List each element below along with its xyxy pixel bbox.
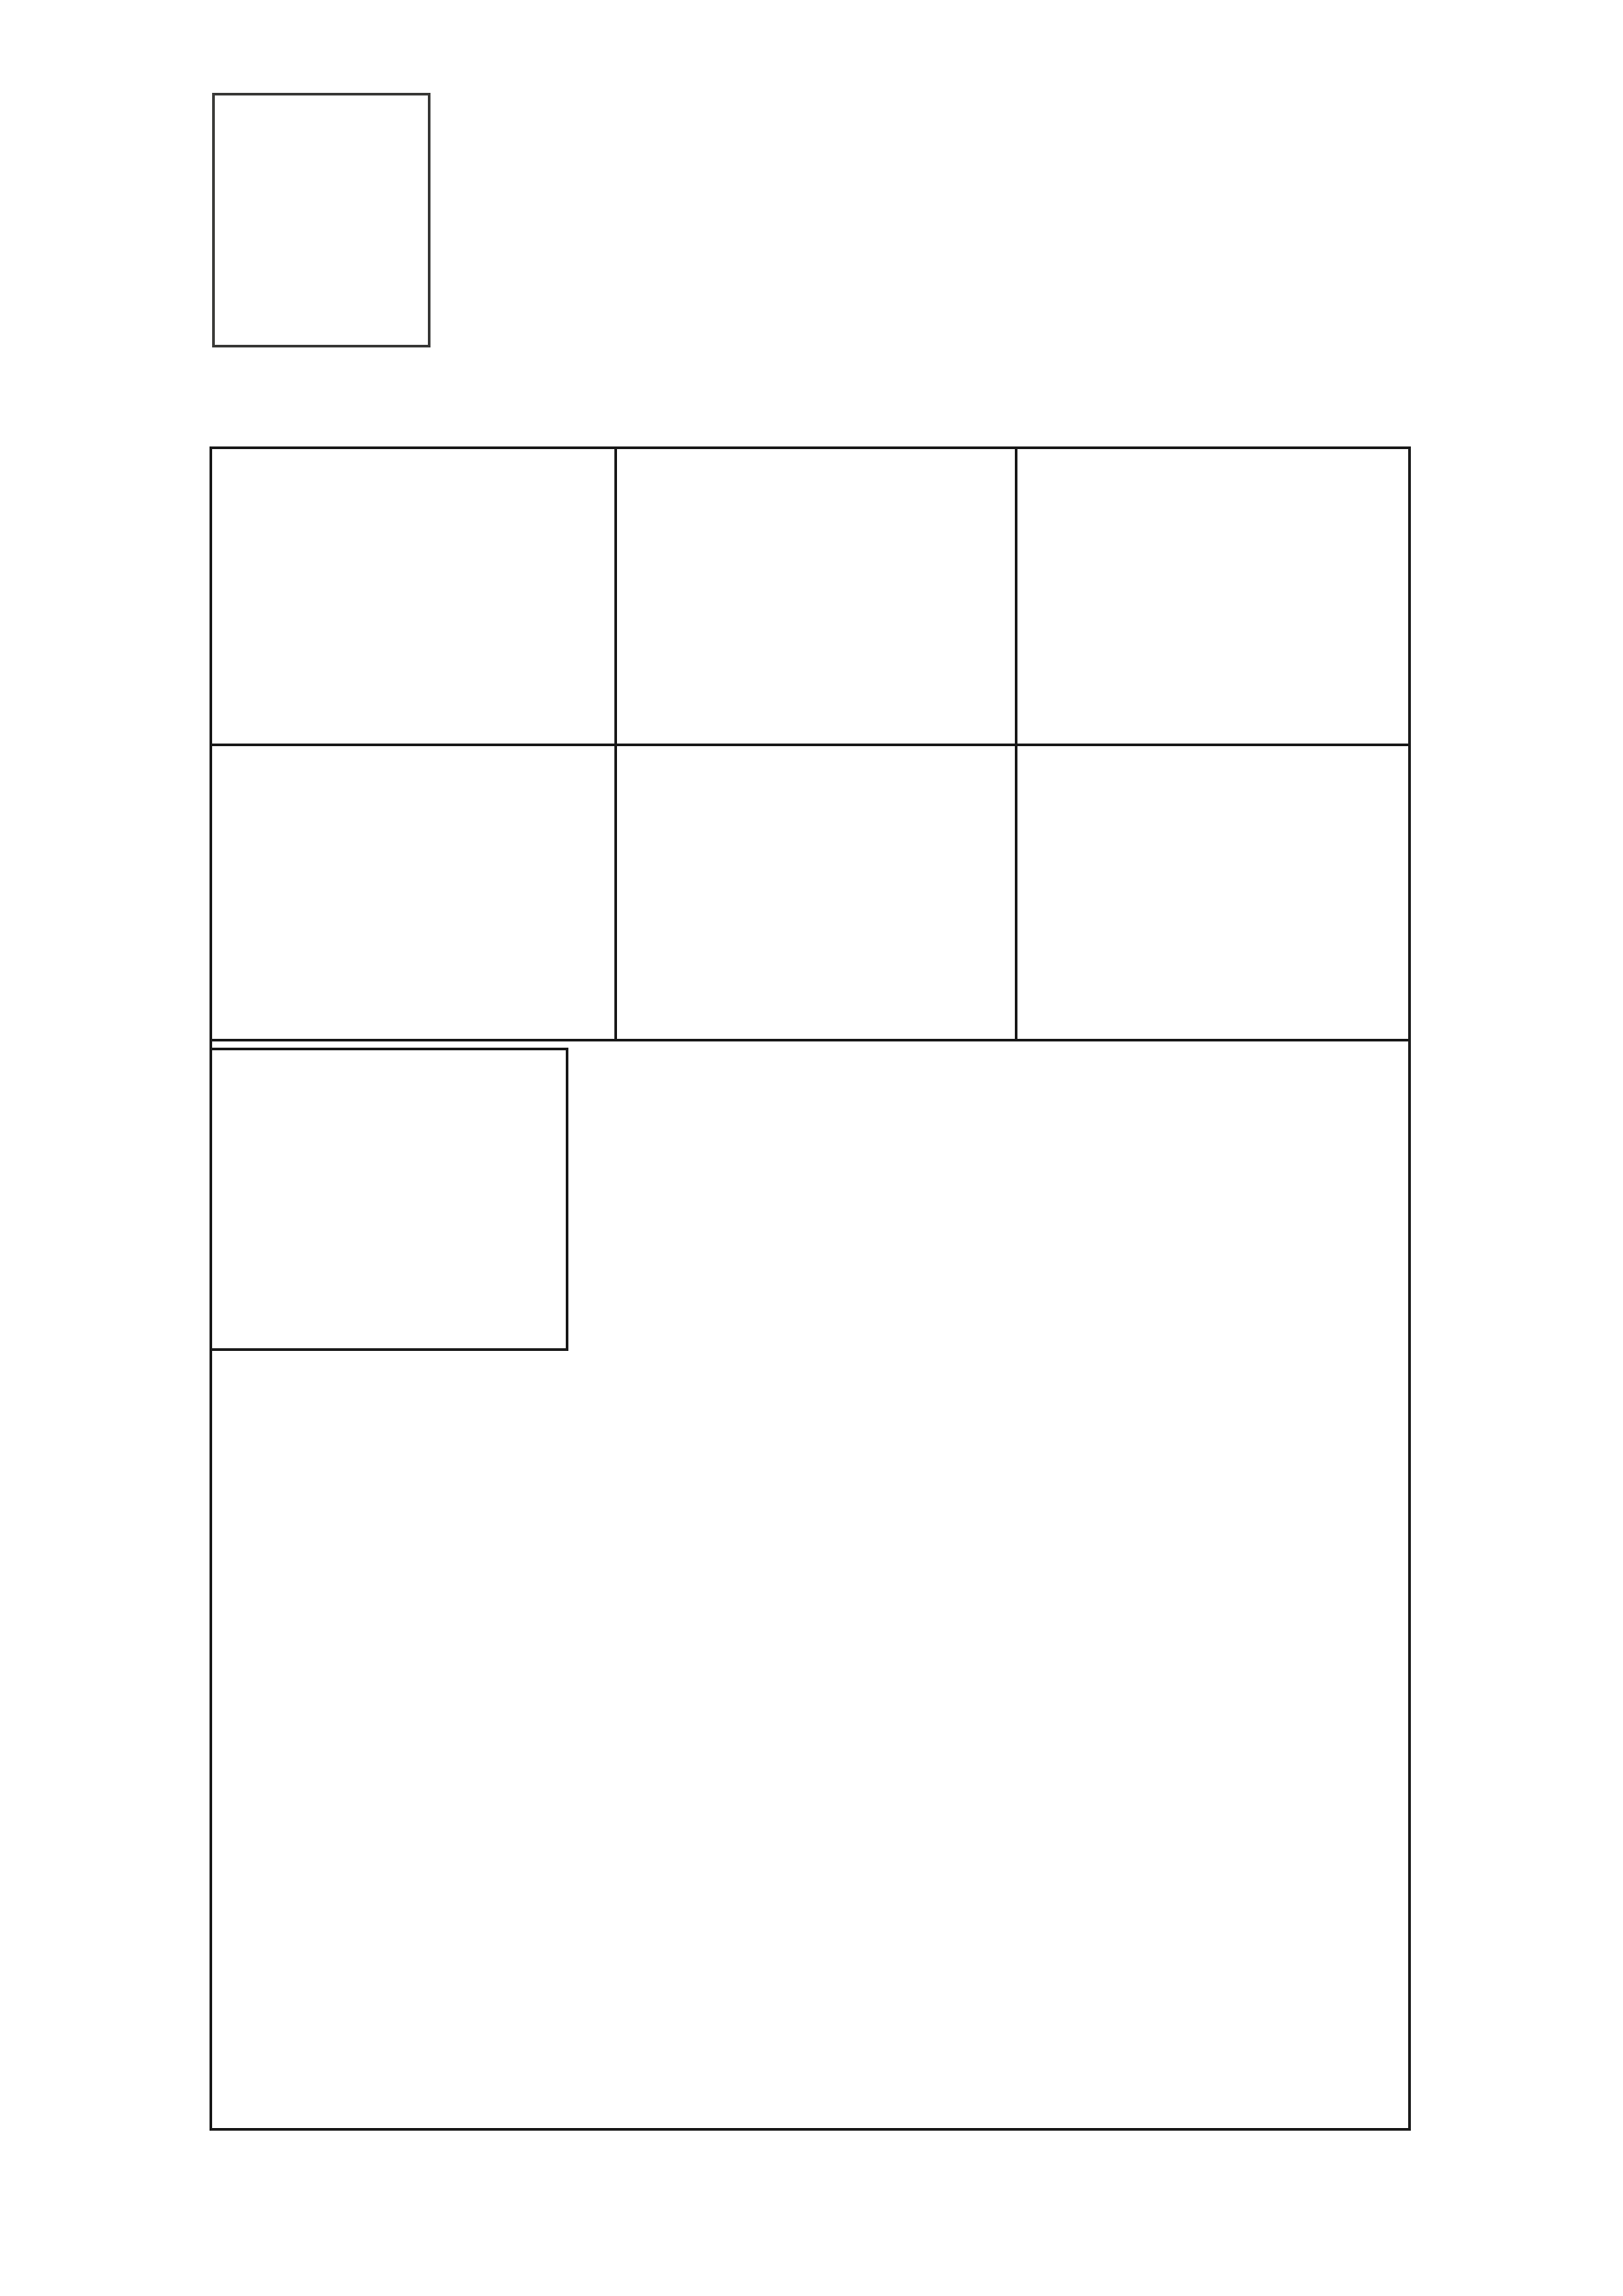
qr-code-574737 bbox=[1158, 1142, 1275, 1259]
qr-code-574733 bbox=[1003, 1142, 1120, 1259]
instruction-steps-frame bbox=[210, 446, 1411, 2131]
flag-green bbox=[244, 131, 299, 142]
row-divider-1 bbox=[212, 744, 1408, 746]
lightstar-logo bbox=[212, 93, 431, 347]
col-divider-2 bbox=[1015, 449, 1017, 1041]
italian-flag-icon bbox=[244, 131, 400, 142]
flag-red bbox=[347, 131, 400, 142]
flag-white bbox=[299, 131, 347, 142]
col-divider-1 bbox=[614, 449, 617, 1041]
row-divider-2 bbox=[212, 1039, 1408, 1041]
step-7-box bbox=[212, 1048, 568, 1351]
